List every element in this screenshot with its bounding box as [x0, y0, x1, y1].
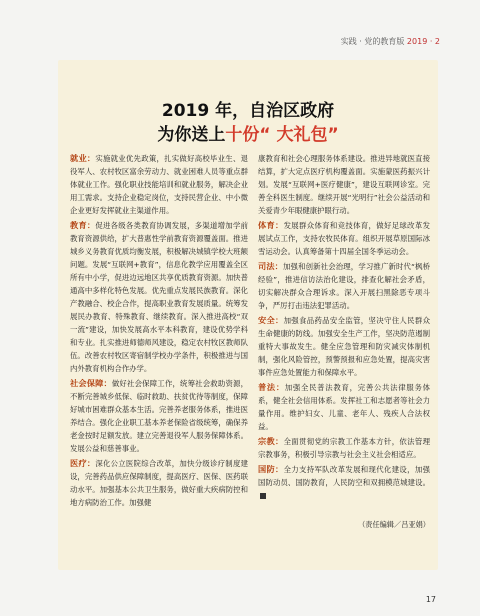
paragraph-text: 全面贯彻党的宗教工作基本方针，依法管理宗教事务，积极引导宗教与社会主义社会相适应。 [258, 437, 430, 459]
editor-credit: （责任编辑／吕亚娟） [358, 520, 430, 529]
end-mark-icon [260, 493, 266, 499]
paragraph-religion [258, 435, 430, 461]
paragraph-justice [258, 260, 430, 312]
title-prefix: 为你送上 [157, 125, 226, 145]
paragraph-education [70, 219, 248, 375]
keyword: 就业： [70, 153, 96, 163]
title-highlight: 十份“ 大礼包” [225, 125, 339, 145]
issue-number: 2019 · 2 [406, 37, 440, 46]
keyword: 普法： [258, 382, 285, 392]
paragraph-text: 加强全民普法教育，完善公共法律服务体系，健全社会信用体系。发挥社工和志愿者等社会力量作用。维护妇女、儿童、老年人、残疾人合法权益。 [258, 383, 430, 431]
magazine-name: 实践 · 党的教育版 [340, 37, 405, 46]
paragraph-sports [258, 219, 430, 258]
keyword: 安全： [258, 315, 284, 325]
paragraph-text: 康教育和社会心理服务体系建设。推进异地就医直接结算，扩大定点医疗机构覆盖面。实施蒙医药振兴计划。发展“互联网+医疗健康”，建设互联网诊室。完善全科医生制度。继续开展“光明行”社会公益活动和关爱青少年眼健康护眼行动。 [258, 154, 430, 215]
paragraph-text: 实施就业优先政策，扎实做好高校毕业生、退役军人、农村牧区富余劳动力、就业困难人员等重点群体就业工作。强化职业技能培训和就业服务，解决企业用工需求。支持企业稳定岗位，支持民营企业、中小微企业更好发挥就业主渠道作用。 [70, 154, 248, 215]
keyword: 司法： [258, 261, 283, 271]
right-column [258, 152, 430, 531]
paragraph-text: 加强和创新社会治理，学习推广新时代“枫桥经验”，推进信访法治化建设，排查化解社会矛盾，切实解决群众合理诉求。深入开展扫黑除恶专项斗争，严厉打击违法犯罪活动。 [258, 262, 430, 310]
keyword: 宗教： [258, 436, 284, 446]
article-title-line2 [58, 120, 438, 145]
paragraph-text: 促进各级各类教育协调发展，多渠道增加学前教育资源供给，扩大普惠性学前教育资源覆盖面。推进城乡义务教育优质均衡发展，积极解决城镇学校大班额问题。发展“互联网+教育”，信息化教学应用覆盖全区所有中小学，促进边远地区共享优质教育资源。加快普通高中多样化特色发展。优先重点发展民族教育。深化产教融合、校企合作，提高职业教育发展质量。统筹发展民办教育、特殊教育、继续教育。深入推进高校“双一流”建设，加快发展高水平本科教育，建设优势学科和专业。扎实推进师德师风建设，稳定农村牧区教师队伍。改善农村牧区寄宿制学校办学条件，积极推进与国内外教育机构合作办学。 [70, 221, 248, 373]
article-title-line1: 2019 年，自治区政府 [161, 101, 335, 121]
keyword: 体育： [258, 220, 284, 230]
left-column [70, 152, 248, 511]
paragraph-text: 全力支持军队改革发展和现代化建设，加强国防动员、国防教育，人民防空和双拥模范城建设。 [258, 465, 430, 487]
keyword: 社会保障： [70, 378, 112, 388]
keyword: 医疗： [70, 458, 96, 468]
paragraph-text: 发展群众体育和竞技体育，做好足球改革发展试点工作，支持农牧民体育。组织开展草原国际冰雪运动会。认真筹备第十四届全国冬季运动会。 [258, 221, 430, 256]
paragraph-safety [258, 314, 430, 379]
paragraph-text: 做好社会保障工作，统筹社会救助资源，不断完善城乡低保、临时救助、扶贫优待等制度，保障好城市困难群众基本生活。完善养老服务体系，推进医养结合。强化企业职工基本养老保险省级统筹，确保养老金按时足额发放。建立完善退役军人服务保障体系。发展公益和慈善事业。 [70, 379, 248, 453]
paragraph-employment [70, 152, 248, 217]
paragraph-medical [70, 457, 248, 509]
page-header [341, 36, 440, 47]
paragraph-text: 加强食品药品安全监管，坚决守住人民群众生命健康的防线。加强安全生产工作，坚决防范遏制重特大事故发生。健全应急管理和防灾减灾体制机制，强化风险管控，预警预报和应急处置，提高灾害事件应急处置能力和保障水平。 [258, 316, 430, 377]
paragraph-medical-cont [258, 152, 430, 217]
keyword: 国防： [258, 464, 284, 474]
keyword: 教育： [70, 220, 96, 230]
page-number: 17 [425, 595, 436, 604]
article-panel [58, 60, 438, 570]
paragraph-social-security [70, 377, 248, 455]
paragraph-law [258, 381, 430, 433]
paragraph-defense [258, 463, 430, 502]
paragraph-text: 深化公立医院综合改革，加快分级诊疗制度建设，完善药品供应保障制度，提高医疗、医保、医药联动水平。加强基本公共卫生服务，做好重大疾病防控和地方病防治工作。加强健 [70, 459, 248, 507]
